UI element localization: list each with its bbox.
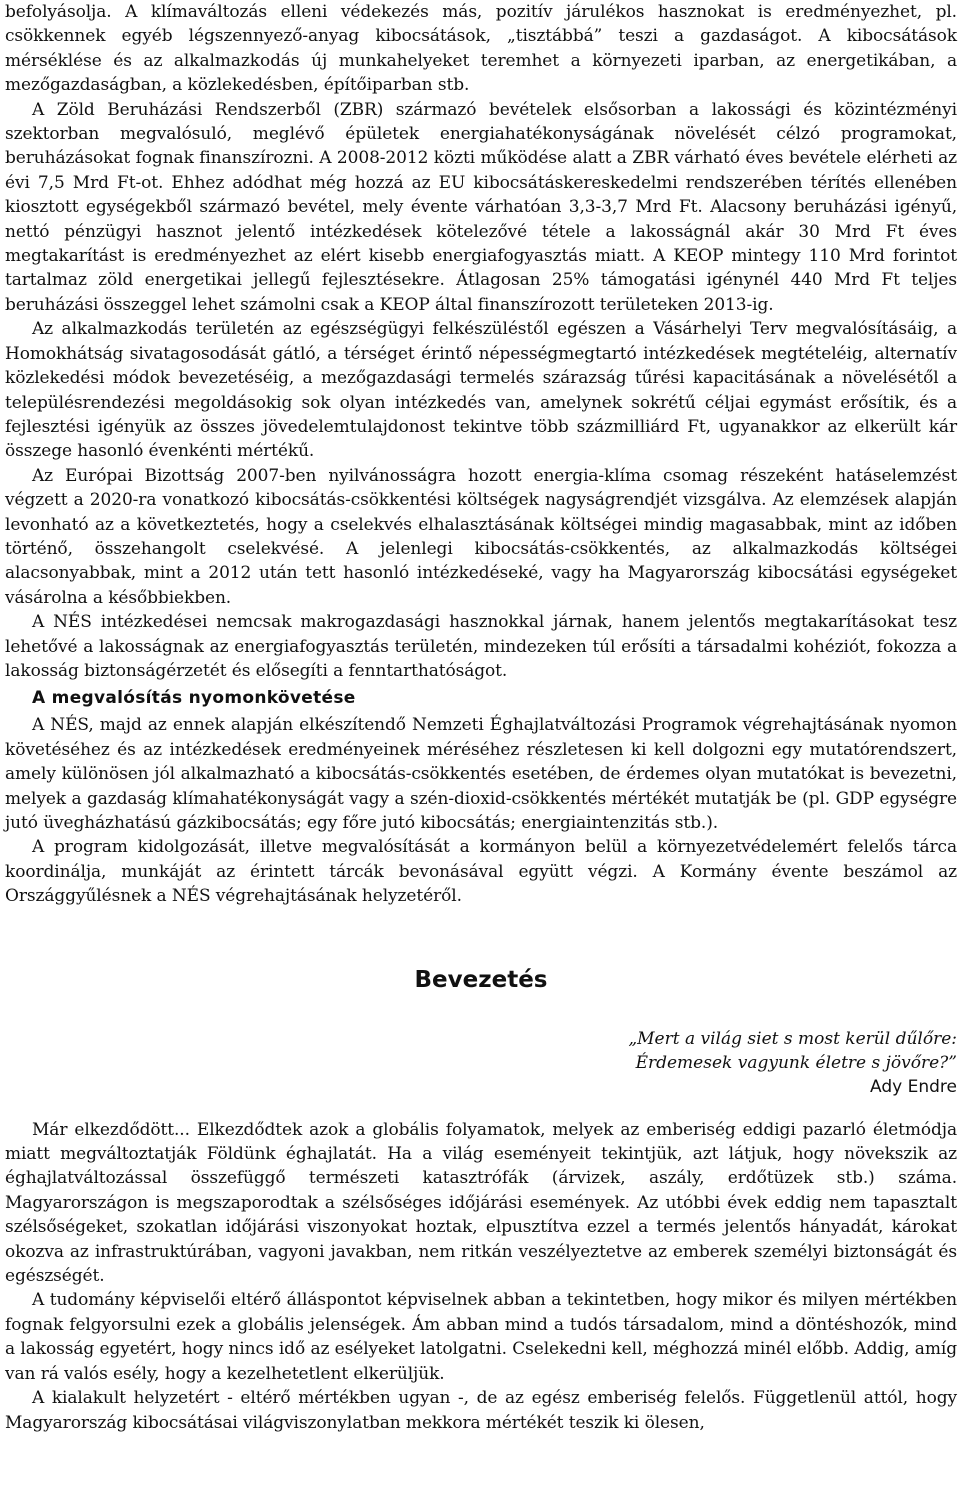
section-heading-monitoring: A megvalósítás nyomonkövetése — [32, 688, 356, 709]
paragraph-eu-commission: Az Európai Bizottság 2007-ben nyilvánosságra hozott energia-klíma csomag részeként hatáselemzést végzett a 2020-ra vonatkozó kibocsátás-csökkentési költségek nagyságrendjét vizsgálva. Az elemzések alapján levonható az a következtetés, hogy a cselekvés elhalasztásának költségei mindig magasabbak, mint az időben történő, összehangolt cselekvésé. A jelenlegi kibocsátás-csökkentés, az alkalmazkodás költségei alacsonyabbak, mint a 2012 után tett hasonló intézkedéseké, vagy ha Magyarország kibocsátási egységeket vásárolna a későbbiekben. — [5, 465, 957, 608]
paragraph-monitoring-coordination: A program kidolgozását, illetve megvalósítását a kormányon belül a környezetvédelemért felelős tárca koordinálja, munkáját az érintett tárcák bevonásával együtt végzi. A Kormány évente beszámol az Országgyűlésnek a NÉS végrehajtásának helyzetéről. — [5, 837, 957, 907]
epigraph-author: Ady Endre — [870, 1076, 957, 1097]
paragraph-intro-responsibility: A kialakult helyzetért - eltérő mértékben ugyan -, de az egész emberiség felelős. Függetlenül attól, hogy Magyarország kibocsátásai világviszonylatban mekkora mértékét teszik ki ölesen, — [5, 1388, 957, 1433]
epigraph-line-1: „Mert a világ siet s most kerül dűlőre: — [628, 1028, 957, 1049]
paragraph-intro-science: A tudomány képviselői eltérő álláspontot képviselnek abban a tekintetben, hogy mikor és milyen mértékben fognak felgyorsulni ezek a globális jelenségek. Ám abban mind a tudós társadalom, mind a döntéshozók, mind a lakosság egyetért, hogy nincs idő az esélyeket latolgatni. Cselekedni kell, méghozzá minél előbb. Addig, amíg van rá valós esély, hogy a kezelhetetlent elkerüljük. — [5, 1290, 957, 1384]
paragraph-zbr: A Zöld Beruházási Rendszerből (ZBR) származó bevételek elsősorban a lakossági és közintézményi szektorban megvalósuló, meglévő épületek energiahatékonyságának növelését célzó programokat, beruházásokat fognak finanszírozni. A 2008-2012 közti működése alatt a ZBR várható éves bevétele elérheti az évi 7,5 Mrd Ft-ot. Ehhez adódhat még hozzá az EU kibocsátáskereskedelmi rendszerében térítés ellenében kiosztott egységekből származó bevétel, mely évente várhatóan 3,3-3,7 Mrd Ft. Alacsony beruházási igényű, nettó pénzügyi hasznot jelentő intézkedések kötelezővé tétele a lakosságnál akár 30 Mrd Ft éves megtakarítást is eredményezhet az elért kisebb energiafogyasztás miatt. A KEOP mintegy 110 Mrd forintot tartalmaz zöld energetikai jellegű fejlesztésekre. Átlagosan 25% támogatási igénynél 440 Mrd Ft teljes beruházási összeggel lehet számolni csak a KEOP által finanszírozott területeken 2013-ig. — [5, 99, 957, 315]
paragraph-nes-benefits: A NÉS intézkedései nemcsak makrogazdasági hasznokkal járnak, hanem jelentős megtakarításokat tesz lehetővé a lakosságnak az energiafogyasztás területén, mindezeken túl erősíti a társadalmi kohéziót, fokozza a lakosság biztonságérzetét és elősegíti a fenntarthatóságot. — [5, 612, 957, 681]
paragraph-intro-started: Már elkezdődött... Elkezdődtek azok a globális folyamatok, melyek az emberiség eddigi pazarló életmódja miatt megváltoztatják Földünk éghajlatát. Ha a világ eseményeit tekintjük, azt látjuk, hogy növekszik az éghajlatváltozással összefüggő természeti katasztrófák (árvizek, aszály, erdőtüzek stb.) száma. Magyarországon is megszaporodtak a szélsőséges időjárási események. Az utóbbi évek eddig nem tapasztalt szélsőségeket, szokatlan időjárási viszonyokat hoztak, elpusztítva ezzel a termés jelentős hányadát, károkat okozva az infrastruktúrában, vagyoni javakban, nem ritkán veszélyeztetve az emberek személyi biztonságát és egészségét. — [5, 1119, 957, 1287]
document-page — [5, 0, 957, 1435]
paragraph-intro: befolyásolja. A klímaváltozás elleni védekezés más, pozitív járulékos hasznokat is eredményezhet, pl. csökkennek egyéb légszennyező-anyag kibocsátások, „tisztábbá” teszi a gazdaságot. A kibocsátások mérséklése és az alkalmazkodás új munkahelyeket teremhet a környezeti iparban, az energetikában, a mezőgazdaságban, a közlekedésben, építőiparban stb. — [5, 2, 957, 96]
epigraph — [5, 1027, 957, 1099]
paragraph-adaptation: Az alkalmazkodás területén az egészségügyi felkészüléstől egészen a Vásárhelyi Terv megvalósításáig, a Homokhátság sivatagosodását gátló, a térséget érintő népességmegtartó intézkedések megtételéig, alternatív közlekedési módok bevezetéséig, a mezőgazdasági termelés szárazság tűrési kapacitásának a növelésétől a településrendezési megoldásokig sok olyan intézkedés van, amelynek sokrétű céljai egymást erősítik, és a fejlesztési igényük az összes jövedelemtulajdonost tekintve több százmilliárd Ft, ugyanakkor az elkerült kár összege hasonló évenkénti mértékű. — [5, 319, 957, 462]
chapter-title: Bevezetés — [414, 966, 548, 993]
paragraph-monitoring-indicators: A NÉS, majd az ennek alapján elkészítendő Nemzeti Éghajlatváltozási Programok végrehajtásának nyomon követéséhez és az intézkedések eredményeinek méréséhez részletesen ki kell dolgozni egy mutatórendszert, amely különösen jól alkalmazható a kibocsátás-csökkentés esetében, de érdemes olyan mutatókat is bevezetni, melyek a gazdaság klímahatékonyságát vagy a szén-dioxid-csökkentés mértékét mutatják be (pl. GDP egységre jutó üvegházhatású gázkibocsátás; egy főre jutó kibocsátás; energiaintenzitás stb.). — [5, 715, 957, 833]
epigraph-line-2: Érdemesek vagyunk életre s jövőre?” — [635, 1052, 957, 1073]
